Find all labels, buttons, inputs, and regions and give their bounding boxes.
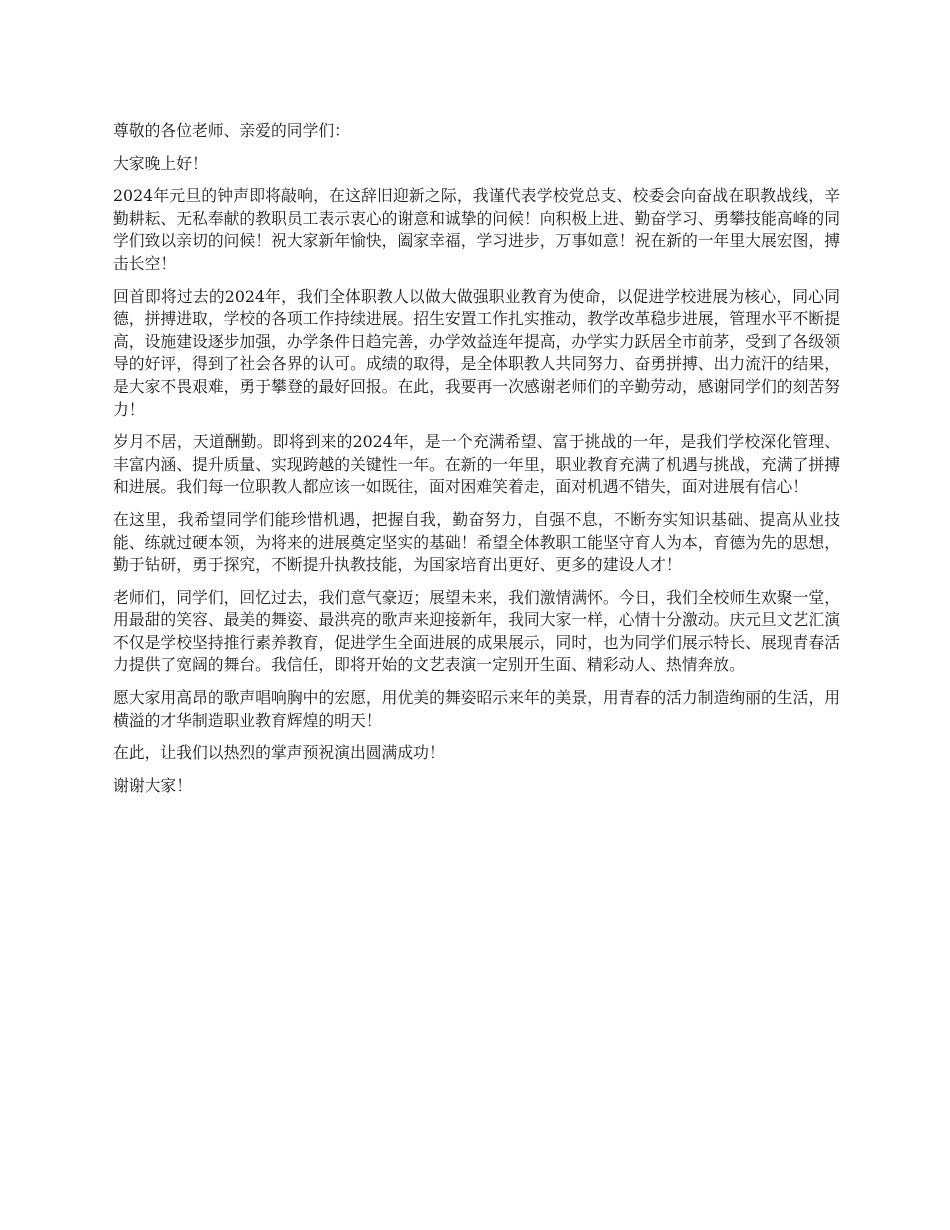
paragraph: 愿大家用高昂的歌声唱响胸中的宏愿，用优美的舞姿昭示来年的美景，用青春的活力制造绚丽的生活，用横溢的才华制造职业教育辉煌的明天！ xyxy=(113,688,840,730)
greeting: 大家晚上好！ xyxy=(113,153,208,173)
document-body xyxy=(113,120,840,807)
paragraph: 在这里，我希望同学们能珍惜机遇，把握自我，勤奋努力，自强不息，不断夯实知识基础、提高从业技能、练就过硬本领，为将来的进展奠定坚实的基础！希望全体教职工能坚守育人为本，育德为先的思想，勤于钻研，勇于探究，不断提升执教技能，为国家培育出更好、更多的建设人才！ xyxy=(113,509,840,575)
closing: 谢谢大家！ xyxy=(113,775,192,795)
paragraph: 2024年元旦的钟声即将敲响，在这辞旧迎新之际，我谨代表学校党总支、校委会向奋战在职教战线，辛勤耕耘、无私奉献的教职员工表示衷心的谢意和诚挚的问候！向积极上进、勤奋学习、勇攀技能高峰的同学们致以亲切的问候！祝大家新年愉快，阖家幸福，学习进步，万事如意！祝在新的一年里大展宏图，搏击长空！ xyxy=(113,186,840,273)
paragraph: 岁月不居，天道酬勤。即将到来的2024年，是一个充满希望、富于挑战的一年，是我们学校深化管理、丰富内涵、提升质量、实现跨越的关键性一年。在新的一年里，职业教育充满了机遇与挑战，充满了拼搏和进展。我们每一位职教人都应该一如既往，面对困难笑着走，面对机遇不错失，面对进展有信心！ xyxy=(113,432,840,497)
paragraph: 在此，让我们以热烈的掌声预祝演出圆满成功！ xyxy=(113,743,445,763)
paragraph: 回首即将过去的2024年，我们全体职教人以做大做强职业教育为使命，以促进学校进展为核心，同心同德，拼搏进取，学校的各项工作持续进展。招生安置工作扎实推动，教学改革稳步进展，管理水平不断提高，设施建设逐步加强，办学条件日趋完善，办学效益连年提高，办学实力跃居全市前茅，受到了各级领导的好评，得到了社会各界的认可。成绩的取得，是全体职教人共同努力、奋勇拼搏、出力流汗的结果，是大家不畏艰难，勇于攀登的最好回报。在此，我要再一次感谢老师们的辛勤劳动，感谢同学们的刻苦努力！ xyxy=(113,286,841,419)
salutation: 尊敬的各位老师、亲爱的同学们： xyxy=(113,121,350,140)
paragraph: 老师们，同学们，回忆过去，我们意气豪迈；展望未来，我们激情满怀。今日，我们全校师生欢聚一堂，用最甜的笑容、最美的舞姿、最洪亮的歌声来迎接新年，我同大家一样，心情十分激动。庆元旦文艺汇演不仅是学校坚持推行素养教育，促进学生全面进展的成果展示，同时，也为同学们展示特长、展现青春活力提供了宽阔的舞台。我信任，即将开始的文艺表演一定别开生面、精彩动人、热情奔放。 xyxy=(113,587,840,675)
